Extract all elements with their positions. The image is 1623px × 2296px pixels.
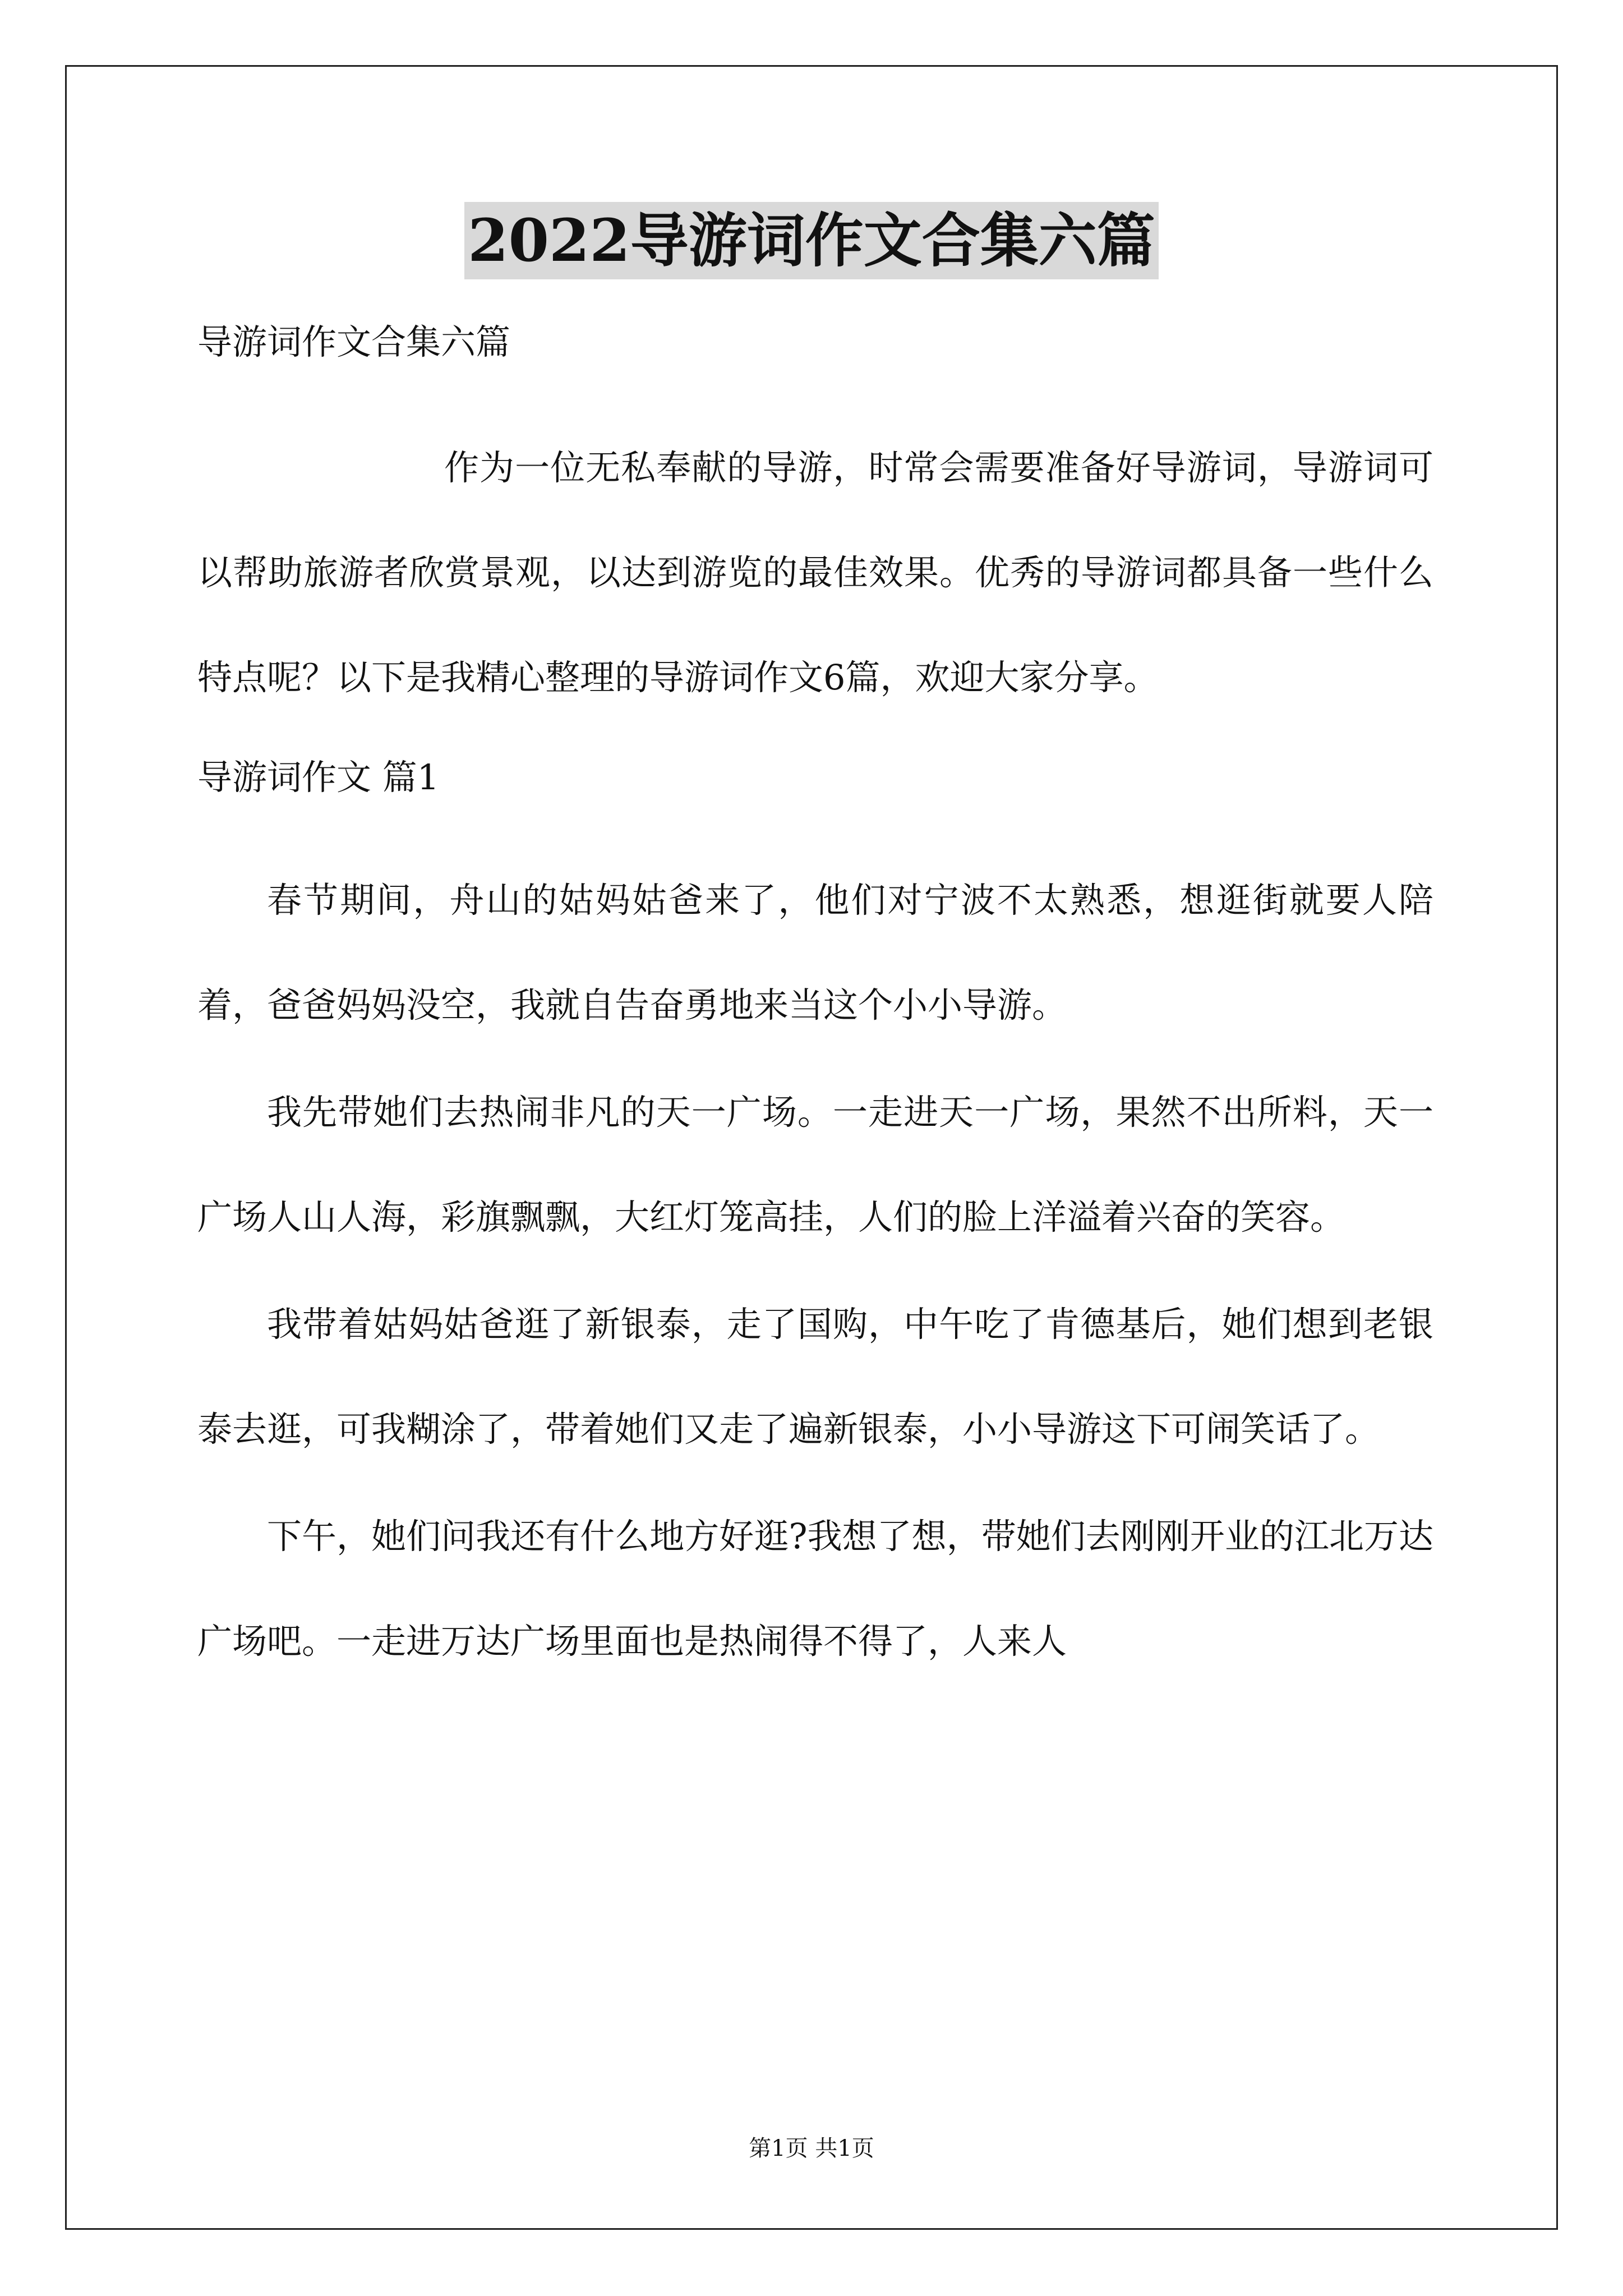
page-footer: 第1页 共1页 — [749, 2136, 874, 2161]
intro-paragraph: 作为一位无私奉献的导游，时常会需要准备好导游词，导游词可以帮助旅游者欣赏景观，以达到游览的最佳效果。优秀的导游词都具备一些什么特点呢？以下是我精心整理的导游词作文6篇，欢迎大家分享。 — [197, 447, 1433, 698]
document-title-text: 2022导游词作文合集六篇 — [464, 202, 1158, 279]
document-title — [0, 202, 1623, 279]
body-paragraph-3: 我带着姑妈姑爸逛了新银泰，走了国购，中午吃了肯德基后，她们想到老银泰去逛，可我糊涂了，带着她们又走了遍新银泰，小小导游这下可闹笑话了。 — [197, 1304, 1433, 1450]
document-body — [197, 314, 1433, 1696]
body-paragraph-2: 我先带她们去热闹非凡的天一广场。一走进天一广场，果然不出所料，天一广场人山人海，彩旗飘飘，大红灯笼高挂，人们的脸上洋溢着兴奋的笑容。 — [197, 1092, 1433, 1237]
document-subtitle: 导游词作文合集六篇 — [197, 321, 511, 362]
body-paragraph-1: 春节期间，舟山的姑妈姑爸来了，他们对宁波不太熟悉，想逛街就要人陪着，爸爸妈妈没空，我就自告奋勇地来当这个小小导游。 — [197, 880, 1433, 1025]
section-heading: 导游词作文 篇1 — [197, 757, 440, 798]
body-paragraph-4: 下午，她们问我还有什么地方好逛?我想了想，带她们去刚刚开业的江北万达广场吧。一走进万达广场里面也是热闹得不得了，人来人 — [197, 1516, 1433, 1662]
